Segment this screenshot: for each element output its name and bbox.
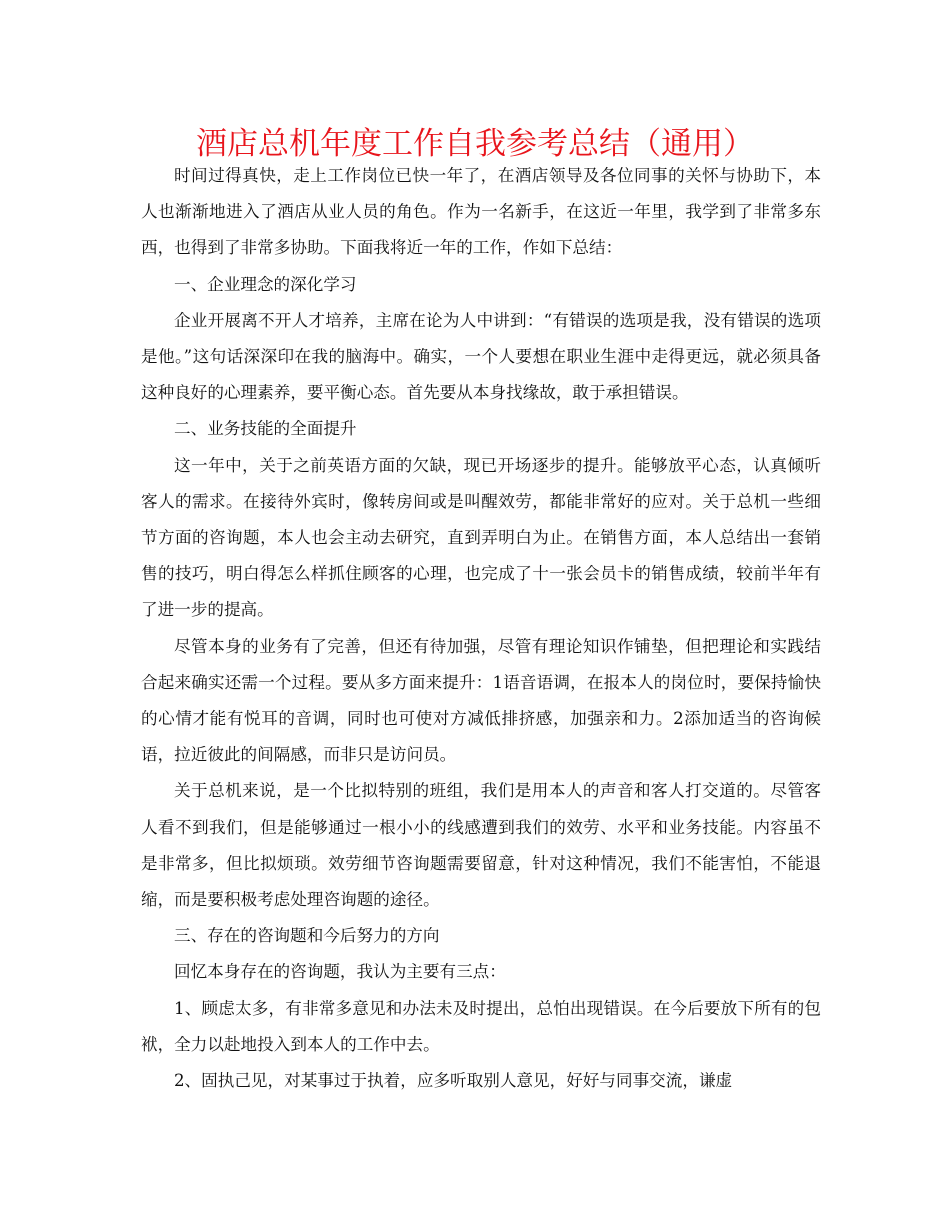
paragraph: 这一年中，关于之前英语方面的欠缺，现已开场逐步的提升。能够放平心态，认真倾听客人的需求。在接待外宾时，像转房间或是叫醒效劳，都能非常好的应对。关于总机一些细节方面的咨询题，本人也会主动去研究，直到弄明白为止。在销售方面，本人总结出一套销售的技巧，明白得怎么样抓住顾客的心理，也完成了十一张会员卡的销售成绩，较前半年有了进一步的提高。	[141, 455, 821, 620]
section-heading-3: 三、存在的咨询题和今后努力的方向	[174, 926, 440, 946]
paragraph: 回忆本身存在的咨询题，我认为主要有三点：	[174, 962, 506, 982]
section-heading-2: 二、业务技能的全面提升	[174, 419, 357, 439]
list-item: 2、固执己见，对某事过于执着，应多听取别人意见，好好与同事交流，谦虚	[174, 1071, 733, 1091]
paragraph-intro: 时间过得真快，走上工作岗位已快一年了，在酒店领导及各位同事的关怀与协助下，本人也渐渐地进入了酒店从业人员的角色。作为一名新手，在这近一年里，我学到了非常多东西，也得到了非常多协助。下面我将近一年的工作，作如下总结：	[141, 166, 821, 258]
document-body	[141, 158, 821, 1099]
list-item: 1、顾虑太多，有非常多意见和办法未及时提出，总怕出现错误。在今后要放下所有的包袱，全力以赴地投入到本人的工作中去。	[141, 998, 821, 1054]
document-title: 酒店总机年度工作自我参考总结（通用）	[196, 126, 754, 162]
paragraph: 关于总机来说，是一个比拟特别的班组，我们是用本人的声音和客人打交道的。尽管客人看不到我们，但是能够通过一根小小的线感遭到我们的效劳、水平和业务技能。内容虽不是非常多，但比拟烦琐。效劳细节咨询题需要留意，针对这种情况，我们不能害怕，不能退缩，而是要积极考虑处理咨询题的途径。	[141, 781, 821, 910]
paragraph: 企业开展离不开人才培养，主席在论为人中讲到：“有错误的选项是我，没有错误的选项是他。”这句话深深印在我的脑海中。确实，一个人要想在职业生涯中走得更远，就必须具备这种良好的心理素养，要平衡心态。首先要从本身找缘故，敢于承担错误。	[141, 310, 821, 403]
paragraph: 尽管本身的业务有了完善，但还有待加强，尽管有理论知识作铺垫，但把理论和实践结合起来确实还需一个过程。要从多方面来提升：1语音语调，在报本人的岗位时，要保持愉快的心情才能有悦耳的音调，同时也可使对方减低排挤感，加强亲和力。2添加适当的咨询候语，拉近彼此的间隔感，而非只是访问员。	[141, 636, 821, 765]
section-heading-1: 一、企业理念的深化学习	[174, 274, 357, 294]
